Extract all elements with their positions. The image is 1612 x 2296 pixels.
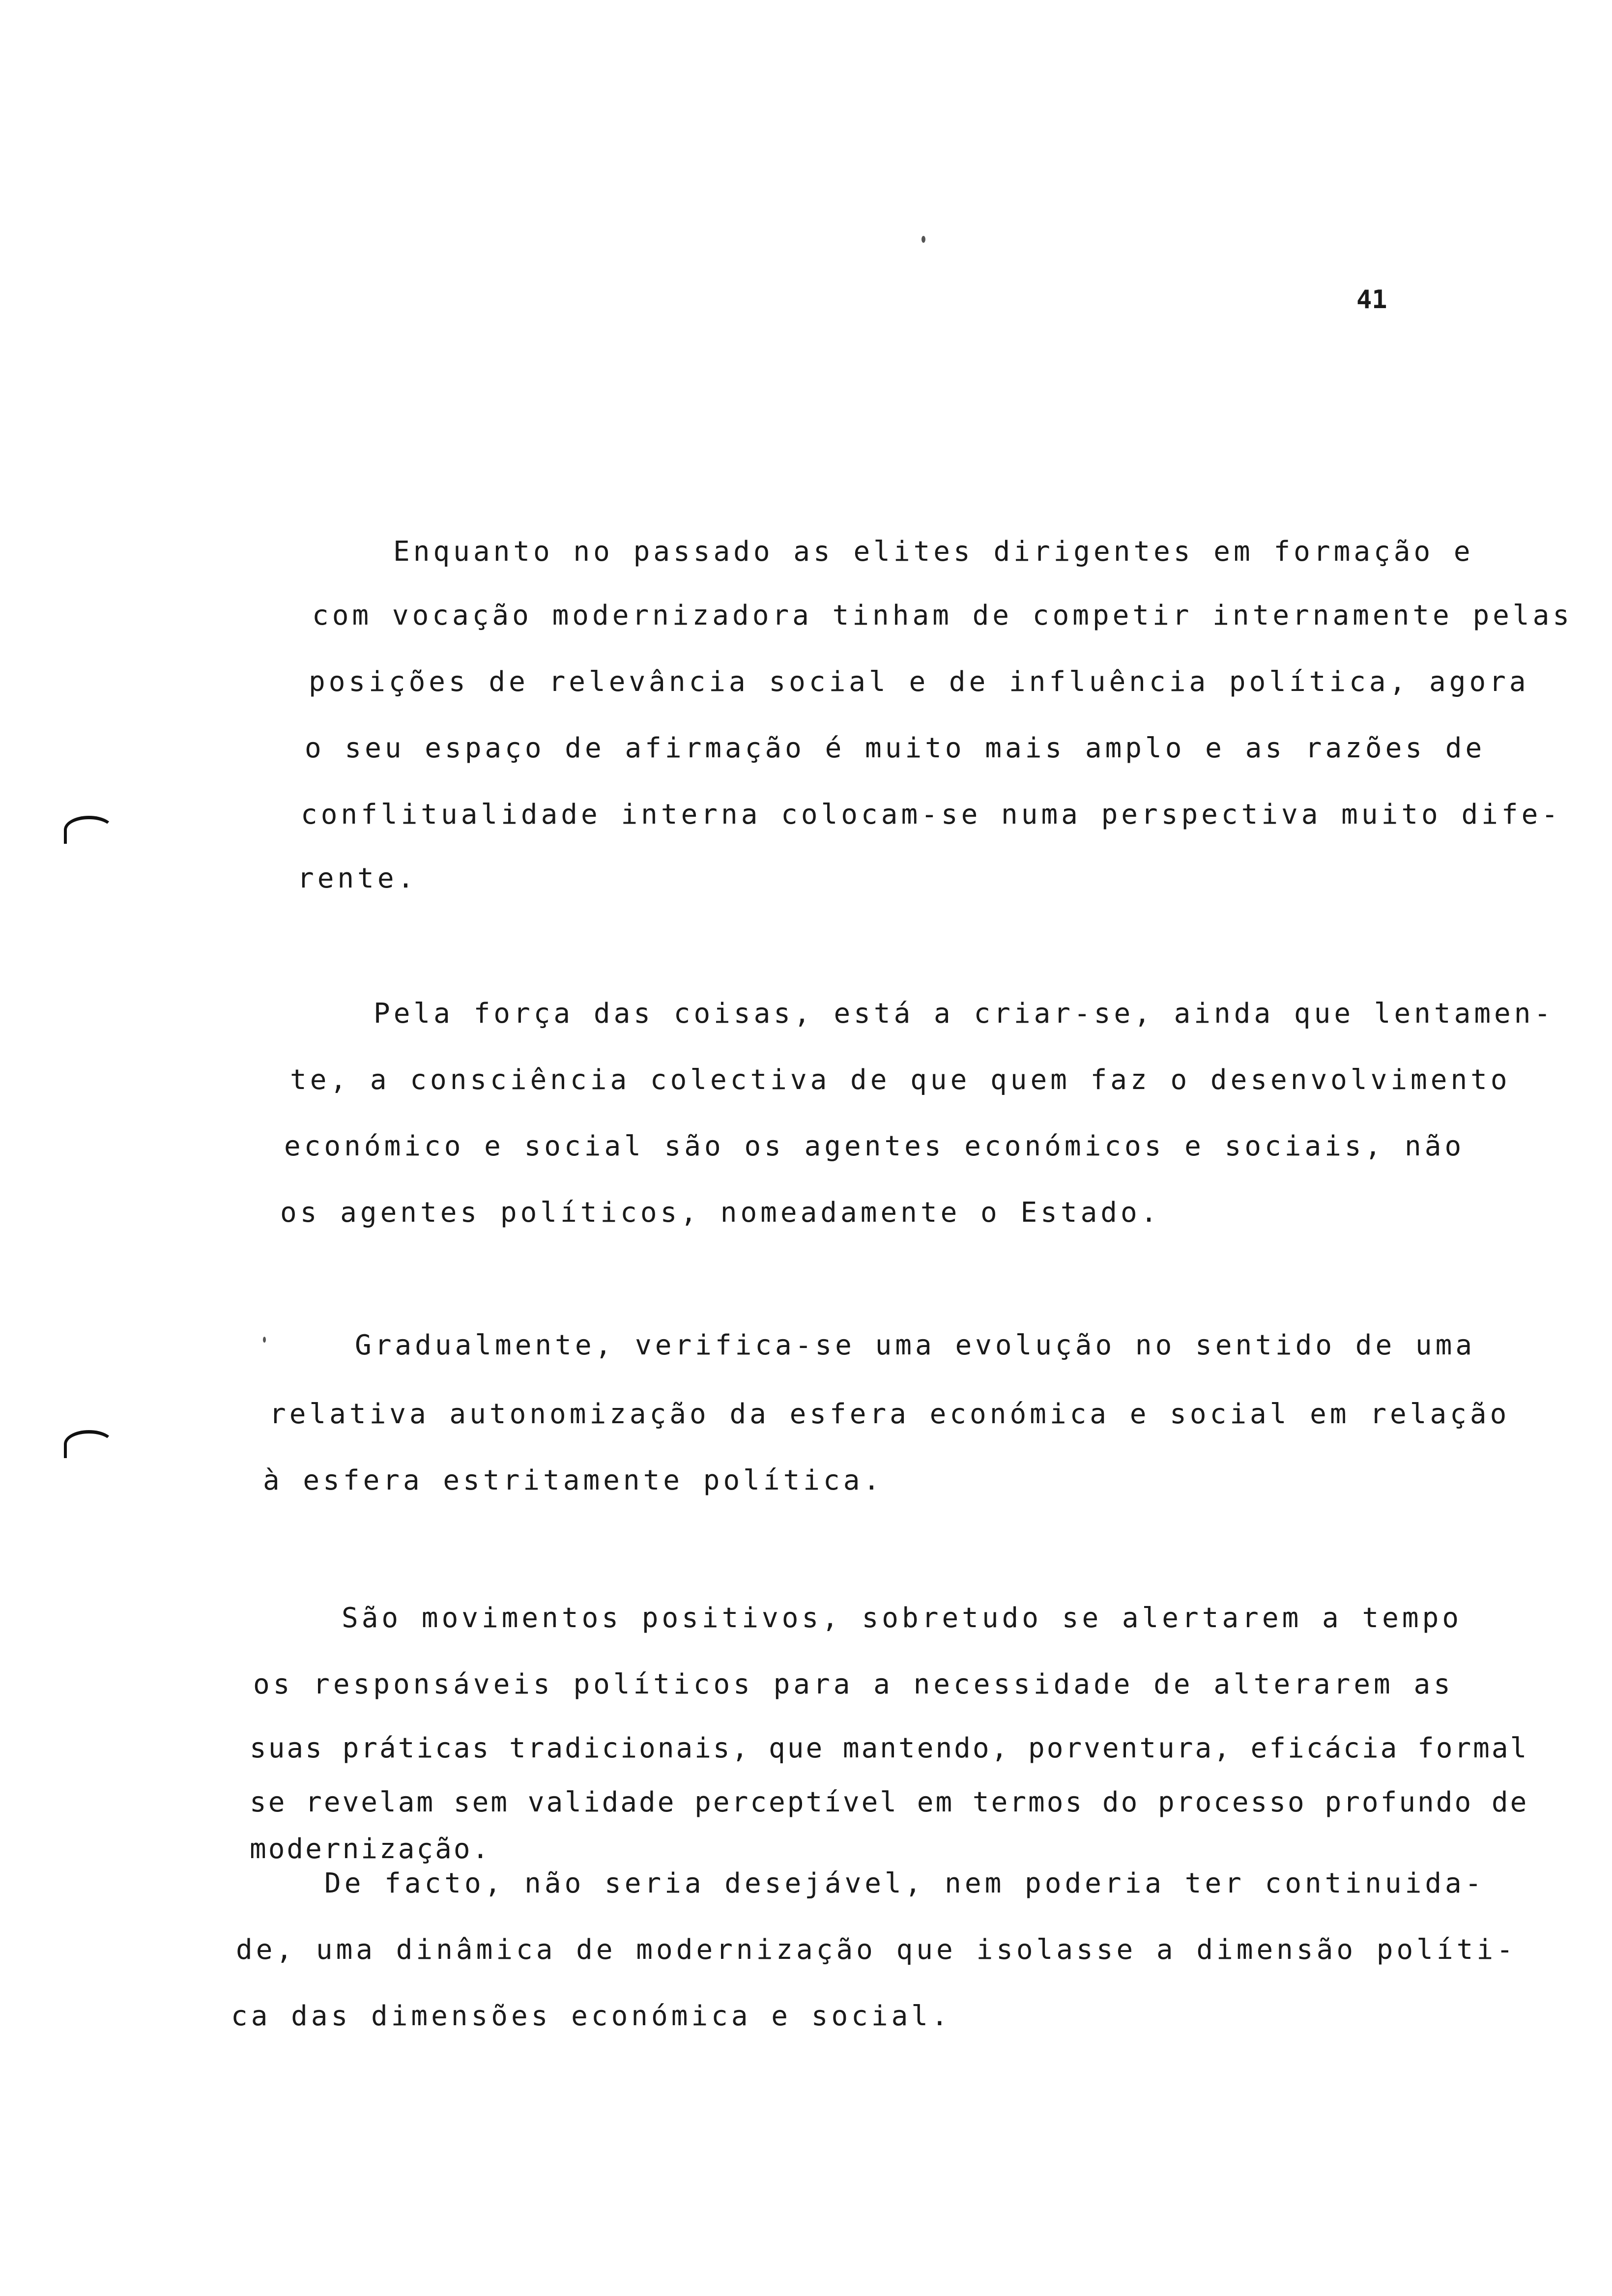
paragraph-line: os agentes políticos, nomeadamente o Estado. (280, 1197, 1161, 1229)
paragraph-line: De facto, não seria desejável, nem poderia ter continuida- (324, 1867, 1485, 1899)
binder-hole-mark-bottom (64, 1430, 114, 1458)
paragraph-line: relativa autonomização da esfera económica e social em relação (269, 1398, 1510, 1430)
paragraph-line: suas práticas tradicionais, que mantendo, porventura, eficácia formal (250, 1732, 1529, 1764)
paragraph-line: os responsáveis políticos para a necessidade de alterarem as (253, 1668, 1454, 1700)
paragraph-line: ca das dimensões económica e social. (231, 2000, 951, 2032)
paragraph-line: o seu espaço de afirmação é muito mais amplo e as razões de (305, 732, 1486, 764)
paragraph-line: rente. (297, 862, 418, 894)
speck-mark (263, 1337, 266, 1343)
speck-mark (921, 236, 925, 243)
paragraph-line: se revelam sem validade perceptível em termos do processo profundo de (250, 1786, 1529, 1818)
binder-hole-mark-top (64, 816, 114, 844)
paragraph-line: conflitualidade interna colocam-se numa perspectiva muito dife- (301, 799, 1562, 831)
paragraph-line: posições de relevância social e de influência política, agora (309, 666, 1529, 698)
paragraph-line: modernização. (250, 1833, 491, 1865)
paragraph-line: São movimentos positivos, sobretudo se alertarem a tempo (342, 1602, 1463, 1634)
paragraph-line: à esfera estritamente política. (263, 1464, 884, 1496)
paragraph-line: Enquanto no passado as elites dirigentes em formação e (393, 536, 1474, 568)
paragraph-line: económico e social são os agentes económicos e sociais, não (284, 1130, 1465, 1162)
paragraph-line: Pela força das coisas, está a criar-se, ainda que lentamen- (374, 998, 1554, 1030)
paragraph-line: com vocação modernizadora tinham de competir internamente pelas (312, 600, 1573, 631)
paragraph-line: Gradualmente, verifica-se uma evolução no sentido de uma (355, 1329, 1476, 1361)
page-number: 41 (1356, 285, 1387, 315)
paragraph-line: de, uma dinâmica de modernização que isolasse a dimensão políti- (236, 1934, 1517, 1966)
paragraph-line: te, a consciência colectiva de que quem faz o desenvolvimento (290, 1064, 1511, 1096)
